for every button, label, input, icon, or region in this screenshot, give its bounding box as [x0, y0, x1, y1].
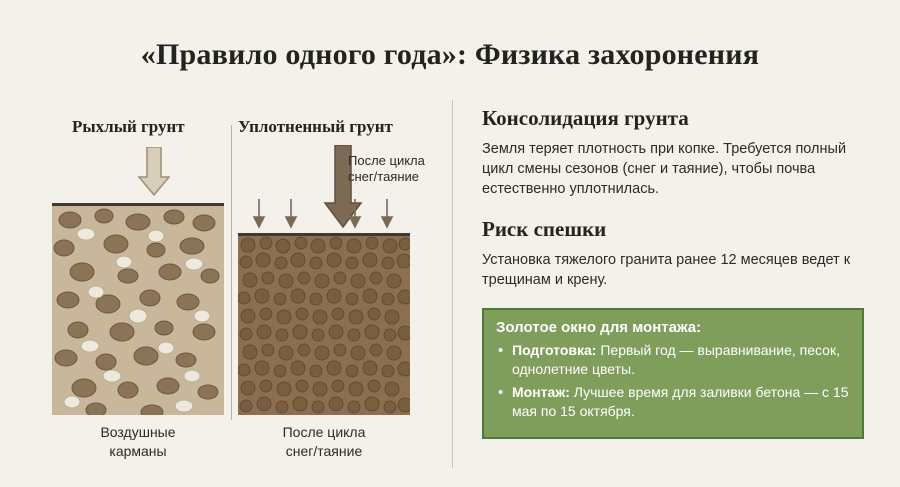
- golden-window-callout: [482, 308, 864, 439]
- callout-item-text: Первый год — выравнивание, песок, однолетние цветы.: [512, 342, 840, 377]
- soil-diagram: [38, 105, 438, 465]
- arrow-caption: После цикла снег/таяние: [348, 153, 425, 184]
- panel-divider: [452, 100, 453, 468]
- small-down-arrows-icon: [251, 197, 401, 231]
- list-item: [512, 383, 850, 421]
- loose-soil-heading: Рыхлый грунт: [72, 117, 185, 136]
- column-divider: [231, 125, 232, 420]
- list-item: [512, 341, 850, 379]
- callout-item-label: Подготовка:: [512, 342, 597, 358]
- page-title: «Правило одного года»: Физика захоронения: [140, 38, 760, 71]
- callout-list: [496, 341, 850, 421]
- loose-soil-block: [52, 203, 224, 415]
- section-body-consolidation: Земля теряет плотность при копке. Требуется полный цикл смены сезонов (снег и таяние), чтобы почва естественно уплотнилась.: [482, 141, 847, 197]
- compacted-soil-caption: После цикла снег/таяние: [282, 424, 366, 459]
- callout-item-text: Лучшее время для заливки бетона — с 15 мая по 15 октября.: [512, 384, 849, 419]
- explanation-panel: [482, 106, 864, 439]
- section-heading-risk: Риск спешки: [482, 217, 607, 241]
- down-arrow-light-icon: [136, 147, 172, 202]
- callout-title: Золотое окно для монтажа:: [496, 319, 702, 336]
- loose-soil-caption: Воздушные карманы: [100, 424, 176, 459]
- section-body-risk: Установка тяжелого гранита ранее 12 месяцев ведет к трещинам и крену.: [482, 252, 851, 288]
- compact-soil-heading: Уплотненный грунт: [238, 117, 393, 136]
- section-heading-consolidation: Консолидация грунта: [482, 106, 689, 130]
- compacted-soil-block: [238, 233, 410, 415]
- callout-item-label: Монтаж:: [512, 384, 570, 400]
